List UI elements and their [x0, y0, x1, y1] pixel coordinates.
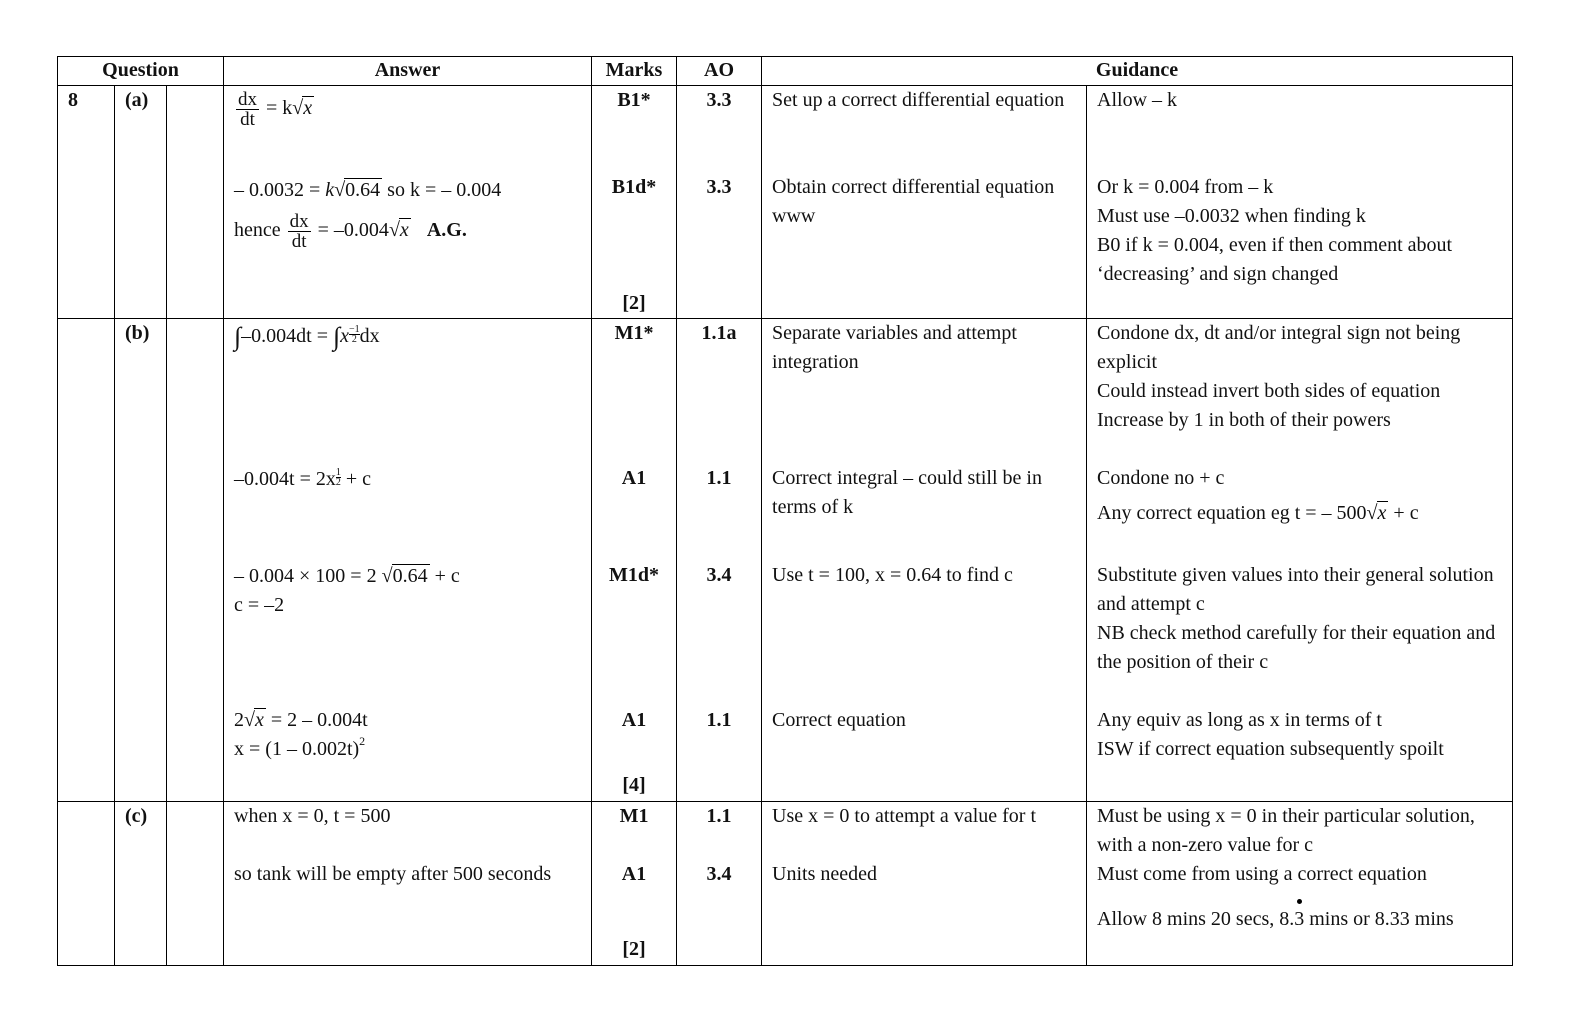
part-c-answer: when x = 0, t = 500 so tank will be empty after 500 seconds	[224, 802, 592, 966]
part-b-notes: Condone dx, dt and/or integral sign not being explicit Could instead invert both sides of equation Increase by 1 in both of their powers Condone no + c Any correct equation eg t = – 500√x + c Substitute given values into their general solution and attempt c NB check method carefully for their equation and the position of their c Any equiv as long as x in terms of t ISW if correct equation subsequently spoilt	[1087, 319, 1513, 802]
mark-scheme-table	[57, 56, 1513, 966]
part-b-total: [4]	[622, 774, 646, 796]
part-c-label: (c)	[115, 802, 167, 966]
part-c-ao: 1.1 3.4	[677, 802, 762, 966]
part-b-label: (b)	[115, 319, 167, 802]
part-a-answer: $\frac{dx}{dt}$ = k√x – 0.0032 = k√0.64 so k = – 0.004 hence $\frac{dx}{dt}$ = –0.004√x A.G.	[224, 86, 592, 319]
part-c-notes: Must be using x = 0 in their particular solution, with a non-zero value for c Must come from using a correct equation Allow 8 mins 20 secs, 8.3 mins or 8.33 mins	[1087, 802, 1513, 966]
header-ao: AO	[677, 57, 762, 86]
part-a-ao: 3.3 3.3	[677, 86, 762, 319]
part-a-label: (a)	[115, 86, 167, 319]
part-b-marks: M1* A1 M1d* A1 [4]	[592, 319, 677, 802]
header-guidance: Guidance	[762, 57, 1513, 86]
part-c-marks: M1 A1 [2]	[592, 802, 677, 966]
part-a-guidance: Set up a correct differential equation Obtain correct differential equation www	[762, 86, 1087, 319]
part-b-ao: 1.1a 1.1 3.4 1.1	[677, 319, 762, 802]
part-a-notes: Allow – k Or k = 0.004 from – k Must use –0.0032 when finding k B0 if k = 0.004, even if then comment about ‘decreasing’ and sign changed	[1087, 86, 1513, 319]
part-c-row	[58, 802, 1513, 966]
header-question: Question	[58, 57, 224, 86]
part-b-answer: ∫–0.004dt = ∫x $\frac{-1}{2}$ dx –0.004t = 2x $\frac{1}{2}$ + c – 0.004 × 100 = 2 √0.64 + c c = –2 2√x = 2 – 0.004t x = (1 – 0.002t)$^2$	[224, 319, 592, 802]
part-a-marks: B1* B1d* [2]	[592, 86, 677, 319]
header-row	[58, 57, 1513, 86]
part-c-total: [2]	[622, 938, 646, 960]
part-b-guidance: Separate variables and attempt integration Correct integral – could still be in terms of k Use t = 100, x = 0.64 to find c Correct equation	[762, 319, 1087, 802]
part-c-guidance: Use x = 0 to attempt a value for t Units needed	[762, 802, 1087, 966]
question-number: 8	[58, 86, 115, 319]
part-b-row	[58, 319, 1513, 802]
header-answer: Answer	[224, 57, 592, 86]
header-marks: Marks	[592, 57, 677, 86]
part-a-row	[58, 86, 1513, 319]
part-a-total: [2]	[622, 292, 646, 314]
